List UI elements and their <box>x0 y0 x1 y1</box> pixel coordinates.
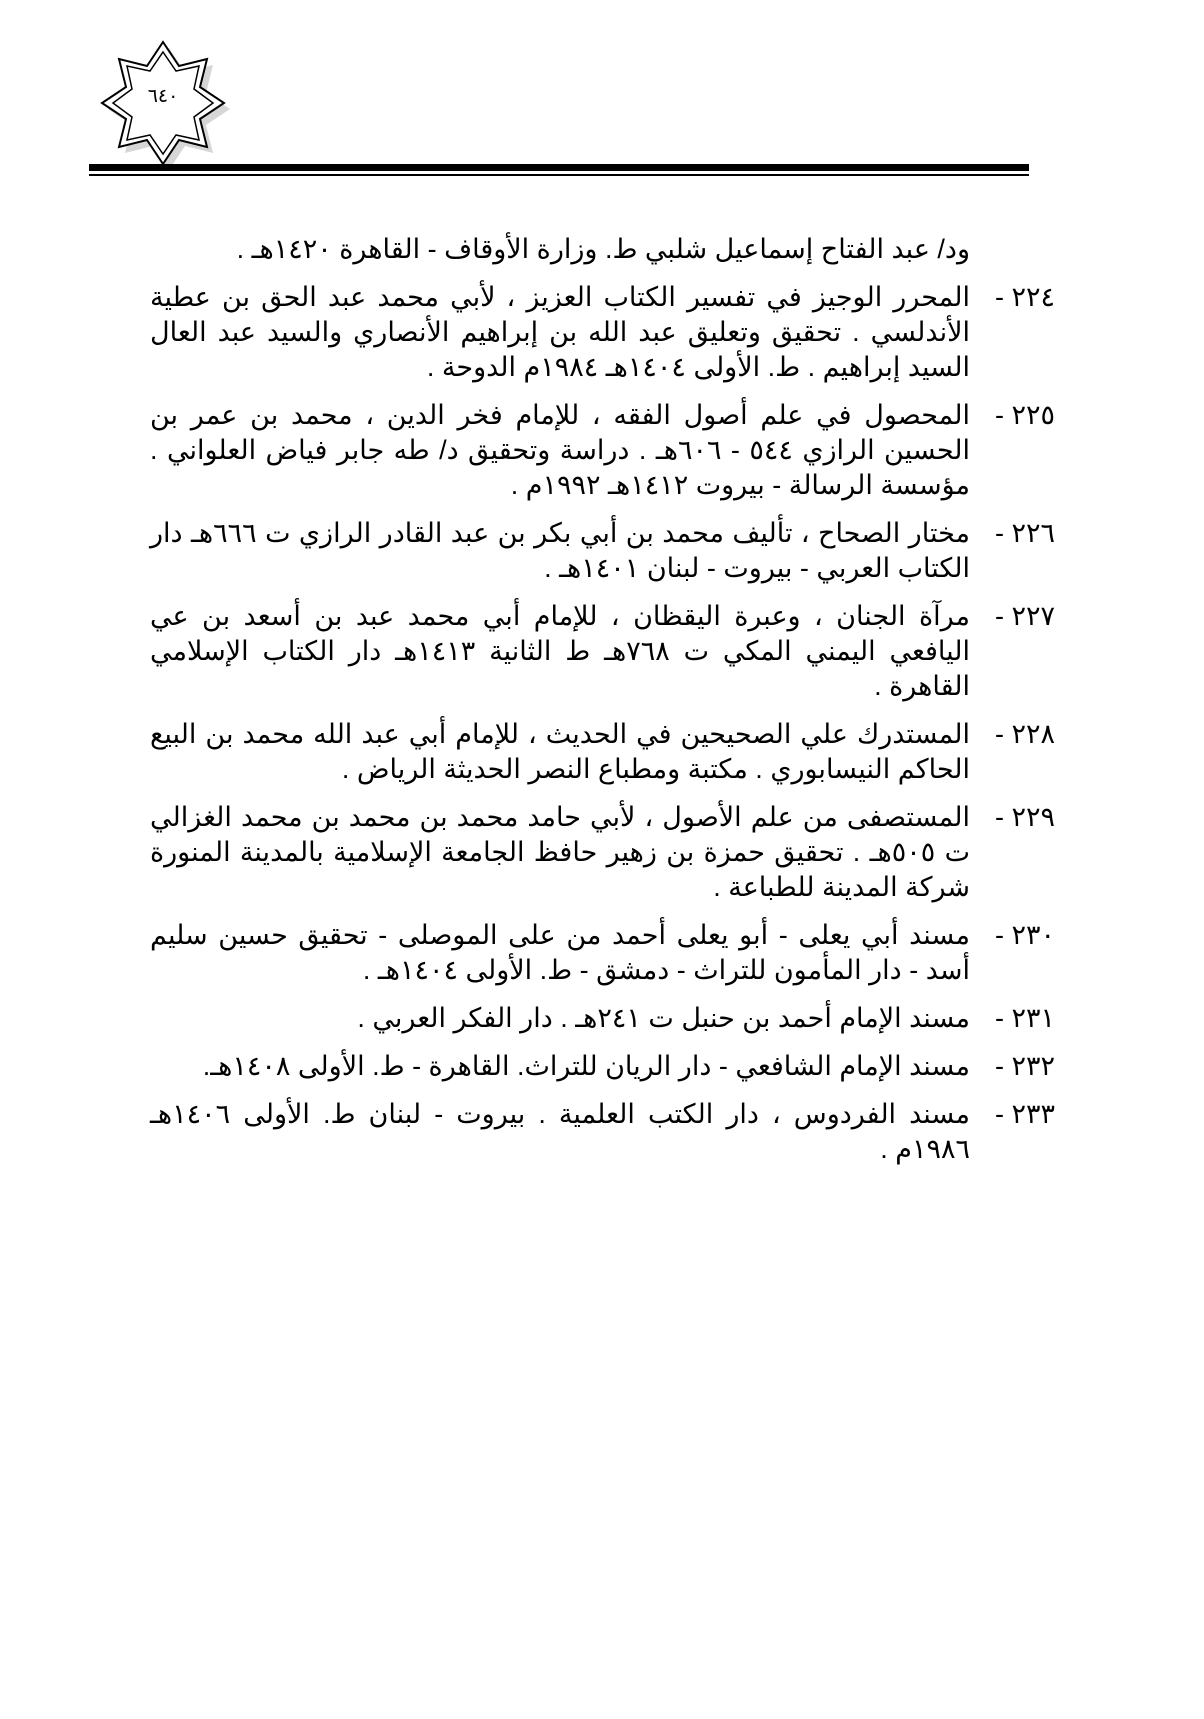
entry-text: المحصول في علم أصول الفقه ، للإمام فخر الدين ، محمد بن عمر بن الحسين الرازي ٥٤٤ - ٦٠٦هـ . دراسة وتحقيق د/ طه جابر فياض العلواني . مؤسسة الرسالة - بيروت ١٤١٢هـ ١٩٩٢م . <box>150 400 970 500</box>
entry-number: ٢٣٢ - <box>994 1051 1055 1081</box>
entry-number: ٢٣٠ - <box>994 920 1055 950</box>
entry-number: ٢٢٨ - <box>994 719 1055 749</box>
bibliography-list <box>150 232 1055 1180</box>
entry-text: مختار الصحاح ، تأليف محمد بن أبي بكر بن عبد القادر الرازي ت ٦٦٦هـ دار الكتاب العربي - بيروت - لبنان ١٤٠١هـ . <box>150 518 970 583</box>
entry-number: ٢٢٧ - <box>994 601 1055 631</box>
entry-text: مسند أبي يعلى - أبو يعلى أحمد من على الموصلى - تحقيق حسين سليم أسد - دار المأمون للتراث - دمشق - ط. الأولى ١٤٠٤هـ . <box>150 920 970 985</box>
entry-number: ٢٢٥ - <box>994 400 1055 430</box>
bibliography-entry <box>150 800 1055 905</box>
entry-text: مرآة الجنان ، وعبرة اليقظان ، للإمام أبي محمد عبد بن أسعد بن عي اليافعي اليمني المكي ت ٧٦٨هـ ط الثانية ١٤١٣هـ دار الكتاب الإسلامي القاهرة . <box>150 601 970 701</box>
bibliography-entry <box>150 398 1055 503</box>
entry-text: مسند الإمام أحمد بن حنبل ت ٢٤١هـ . دار الفكر العربي . <box>357 1003 970 1033</box>
bibliography-entry <box>150 1001 1055 1036</box>
entry-text: المستصفى من علم الأصول ، لأبي حامد محمد بن محمد بن محمد الغزالي ت ٥٠٥هـ . تحقيق حمزة بن زهير حافظ الجامعة الإسلامية بالمدينة المنورة شركة المدينة للطباعة . <box>150 802 971 902</box>
bibliography-entry <box>150 280 1055 385</box>
continuation-entry <box>150 232 1055 267</box>
entry-text: المحرر الوجيز في تفسير الكتاب العزيز ، لأبي محمد عبد الحق بن عطية الأندلسي . تحقيق وتعليق عبد الله بن إبراهيم الأنصاري والسيد عبد العال السيد إبراهيم . ط. الأولى ١٤٠٤هـ ١٩٨٤م الدوحة . <box>150 282 970 382</box>
entry-number: ٢٢٦ - <box>994 518 1055 548</box>
header-rule-thick <box>89 164 1029 171</box>
continuation-text: ود/ عبد الفتاح إسماعيل شلبي ط. وزارة الأوقاف - القاهرة ١٤٢٠هـ . <box>236 234 970 264</box>
entry-number: ٢٣١ - <box>994 1003 1055 1033</box>
entry-text: مسند الفردوس ، دار الكتب العلمية . بيروت - لبنان ط. الأولى ١٤٠٦هـ ١٩٨٦م . <box>150 1099 970 1164</box>
page-number: ٦٤٠ <box>147 85 179 107</box>
bibliography-entry <box>150 1097 1055 1167</box>
bibliography-entry <box>150 599 1055 704</box>
entry-number: ٢٢٤ - <box>994 282 1055 312</box>
page-number-badge <box>100 40 238 178</box>
header-rule-thin <box>89 174 1029 176</box>
bibliography-entry <box>150 918 1055 988</box>
bibliography-entry <box>150 1049 1055 1084</box>
entry-number: ٢٢٩ - <box>994 802 1055 832</box>
entry-number: ٢٣٣ - <box>994 1099 1055 1129</box>
entry-text: المستدرك علي الصحيحين في الحديث ، للإمام أبي عبد الله محمد بن البيع الحاكم النيسابوري . مكتبة ومطباع النصر الحديثة الرياض . <box>150 719 970 784</box>
bibliography-entry <box>150 516 1055 586</box>
entry-text: مسند الإمام الشافعي - دار الريان للتراث. القاهرة - ط. الأولى ١٤٠٨هـ. <box>202 1051 970 1081</box>
bibliography-entry <box>150 717 1055 787</box>
